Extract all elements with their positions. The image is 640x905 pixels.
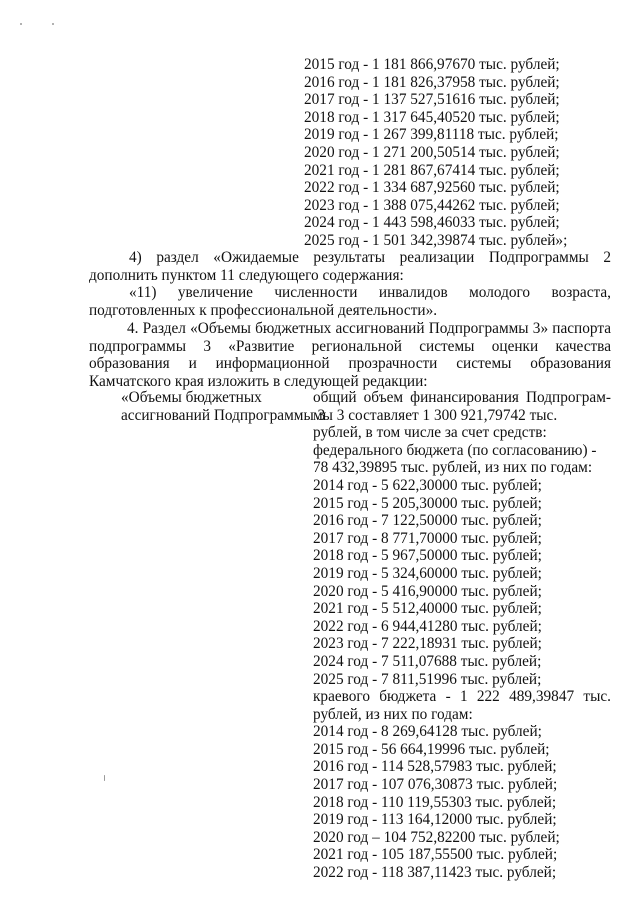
year-line: 2016 год - 114 528,57983 тыс. рублей;: [313, 758, 557, 776]
year-line: 2020 год - 1 271 200,50514 тыс. рублей;: [304, 143, 560, 161]
year-line: 2014 год - 8 269,64128 тыс. рублей;: [313, 723, 542, 741]
paragraph-line: образования и информационной прозрачности системы образования: [89, 355, 611, 373]
label-line: «Объемы бюджетных: [121, 389, 262, 406]
scan-speck: [52, 23, 54, 25]
paragraph-line: «11) увеличение численности инвалидов молодого возраста,: [129, 284, 611, 302]
year-line: 2016 год - 1 181 826,37958 тыс. рублей;: [304, 73, 560, 91]
details-line: краевого бюджета - 1 222 489,39847 тыс.: [313, 688, 611, 706]
paragraph-line: Камчатского края изложить в следующей редакции:: [89, 372, 428, 390]
details-line: рублей, в том числе за счет средств:: [313, 424, 547, 442]
item4b-paragraph: [89, 320, 611, 390]
year-line: 2022 год - 118 387,11423 тыс. рублей;: [313, 864, 557, 882]
year-line: 2017 год - 1 137 527,51616 тыс. рублей;: [304, 91, 560, 109]
paragraph-line: подготовленных к профессиональной деятельности».: [89, 301, 438, 319]
details-line: 78 432,39895 тыс. рублей, из них по годам:: [313, 459, 593, 477]
year-line: 2024 год - 1 443 598,46033 тыс. рублей;: [304, 214, 560, 232]
year-line: 2020 год - 5 416,90000 тыс. рублей;: [313, 582, 542, 600]
details-line: мы 3 составляет 1 300 921,79742 тыс.: [313, 406, 558, 424]
details-line: рублей, из них по годам:: [313, 705, 473, 723]
year-line: 2025 год - 7 811,51996 тыс. рублей;: [313, 670, 542, 688]
year-line: 2021 год - 1 281 867,67414 тыс. рублей;: [304, 161, 560, 179]
year-line: 2023 год - 1 388 075,44262 тыс. рублей;: [304, 196, 560, 214]
year-line: 2022 год - 1 334 687,92560 тыс. рублей;: [304, 179, 560, 197]
year-line: 2022 год - 6 944,41280 тыс. рублей;: [313, 617, 542, 635]
year-line: 2024 год - 7 511,07688 тыс. рублей;: [313, 652, 542, 670]
year-line: 2016 год - 7 122,50000 тыс. рублей;: [313, 512, 542, 530]
year-line: 2019 год - 5 324,60000 тыс. рублей;: [313, 564, 542, 582]
year-line: 2017 год - 8 771,70000 тыс. рублей;: [313, 529, 542, 547]
budget-label: [89, 389, 325, 424]
item4-paragraph: [89, 249, 611, 319]
year-line: 2019 год - 1 267 399,81118 тыс. рублей;: [304, 126, 559, 144]
year-line: 2018 год - 5 967,50000 тыс. рублей;: [313, 547, 542, 565]
details-line: федерального бюджета (по согласованию) -: [313, 441, 597, 459]
details-line: общий объем финансирования Подпрограм-: [313, 389, 611, 406]
financing-details: [313, 389, 611, 882]
year-line: 2014 год - 5 622,30000 тыс. рублей;: [313, 476, 542, 494]
year-line: 2021 год - 5 512,40000 тыс. рублей;: [313, 600, 542, 618]
year-line: 2015 год - 56 664,19996 тыс. рублей;: [313, 740, 550, 758]
year-line: 2020 год – 104 752,82200 тыс. рублей;: [313, 828, 560, 846]
paragraph-line: 4. Раздел «Объемы бюджетных ассигнований Подпрограммы 3» паспорта: [127, 320, 611, 337]
label-line: ассигнований Подпрограммы 3: [121, 406, 326, 424]
year-line: 2018 год - 1 317 645,40520 тыс. рублей;: [304, 108, 560, 126]
year-line: 2025 год - 1 501 342,39874 тыс. рублей»;: [304, 231, 568, 249]
year-line: 2017 год - 107 076,30873 тыс. рублей;: [313, 776, 558, 794]
paragraph-line: дополнить пунктом 11 следующего содержания:: [89, 266, 404, 284]
scan-speck: [104, 775, 105, 781]
year-line: 2015 год - 5 205,30000 тыс. рублей;: [313, 494, 542, 512]
year-line: 2015 год - 1 181 866,97670 тыс. рублей;: [304, 56, 560, 73]
upper-year-list: [304, 56, 567, 250]
year-line: 2021 год - 105 187,55500 тыс. рублей;: [313, 846, 558, 864]
paragraph-line: 4) раздел «Ожидаемые результаты реализации Подпрограммы 2: [129, 249, 611, 266]
year-line: 2019 год - 113 164,12000 тыс. рублей;: [313, 811, 557, 829]
scan-speck: [20, 23, 22, 25]
year-line: 2023 год - 7 222,18931 тыс. рублей;: [313, 635, 542, 653]
paragraph-line: подпрограммы 3 «Развитие региональной системы оценки качества: [89, 337, 611, 355]
year-line: 2018 год - 110 119,55303 тыс. рублей;: [313, 793, 557, 811]
